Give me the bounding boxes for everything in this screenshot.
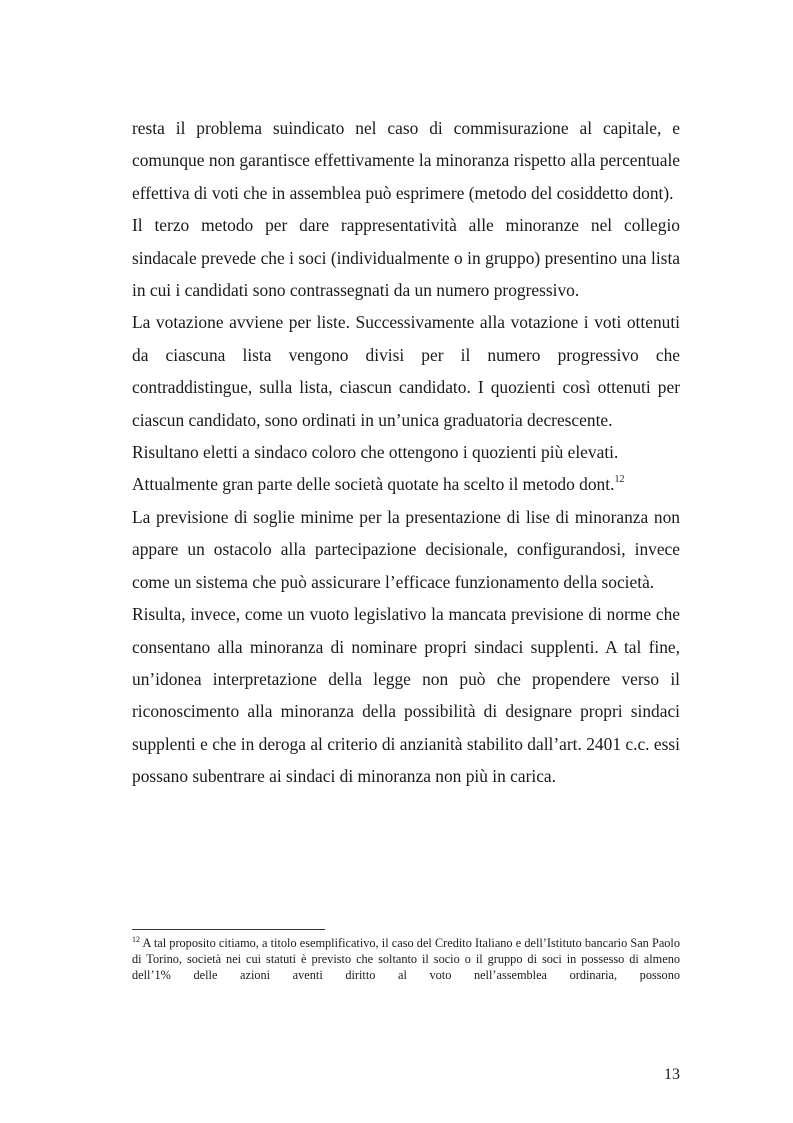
paragraph-listed-companies-text: Attualmente gran parte delle società quotate ha scelto il metodo dont.	[132, 474, 615, 495]
paragraph-listed-companies	[132, 468, 680, 500]
body-text	[132, 112, 680, 793]
paragraph-thresholds: La previsione di soglie minime per la presentazione di lise di minoranza non appare un ostacolo alla partecipazione decisionale, configurandosi, invece come un sistema che può assicurare l’efficace funzionamento della società.	[132, 506, 680, 592]
footnote	[132, 935, 680, 983]
paragraph-elected: Risultano eletti a sindaco coloro che ottengono i quozienti più elevati.	[132, 442, 619, 463]
footnote-number: 12	[132, 935, 140, 944]
paragraph-legislative-gap: Risulta, invece, come un vuoto legislativo la mancata previsione di norme che consentano alla minoranza di nominare propri sindaci supplenti. A tal fine, un’idonea interpretazione della legge non può che propendere verso il riconoscimento alla minoranza della possibilità di designare propri sindaci supplenti e che in deroga al criterio di anzianità stabilito dall’art. 2401 c.c. essi possano subentrare ai sindaci di minoranza non più in carica.	[132, 604, 680, 787]
footnote-text: A tal proposito citiamo, a titolo esemplificativo, il caso del Credito Italiano e dell’Istituto bancario San Paolo di Torino, società nei cui statuti è previsto che soltanto il socio o il gruppo di soci in possesso di almeno dell’1% delle azioni aventi diritto al voto nell’assemblea ordinaria, possono	[132, 936, 680, 982]
paragraph-voting: La votazione avviene per liste. Successivamente alla votazione i voti ottenuti da ciascuna lista vengono divisi per il numero progressivo che contraddistingue, sulla lista, ciascun candidato. I quozienti così ottenuti per ciascun candidato, sono ordinati in un’unica graduatoria decrescente.	[132, 312, 680, 430]
paragraph-third-method: Il terzo metodo per dare rappresentatività alle minoranze nel collegio sindacale prevede che i soci (individualmente o in gruppo) presentino una lista in cui i candidati sono contrassegnati da un numero progressivo.	[132, 215, 680, 301]
page-number: 13	[664, 1066, 680, 1083]
footnote-reference[interactable]: 12	[614, 474, 625, 486]
footnote-separator	[132, 929, 325, 930]
paragraph-continued: resta il problema suindicato nel caso di commisurazione al capitale, e comunque non garantisce effettivamente la minoranza rispetto alla percentuale effettiva di voti che in assemblea può esprimere (metodo del cosiddetto dont).	[132, 118, 680, 203]
